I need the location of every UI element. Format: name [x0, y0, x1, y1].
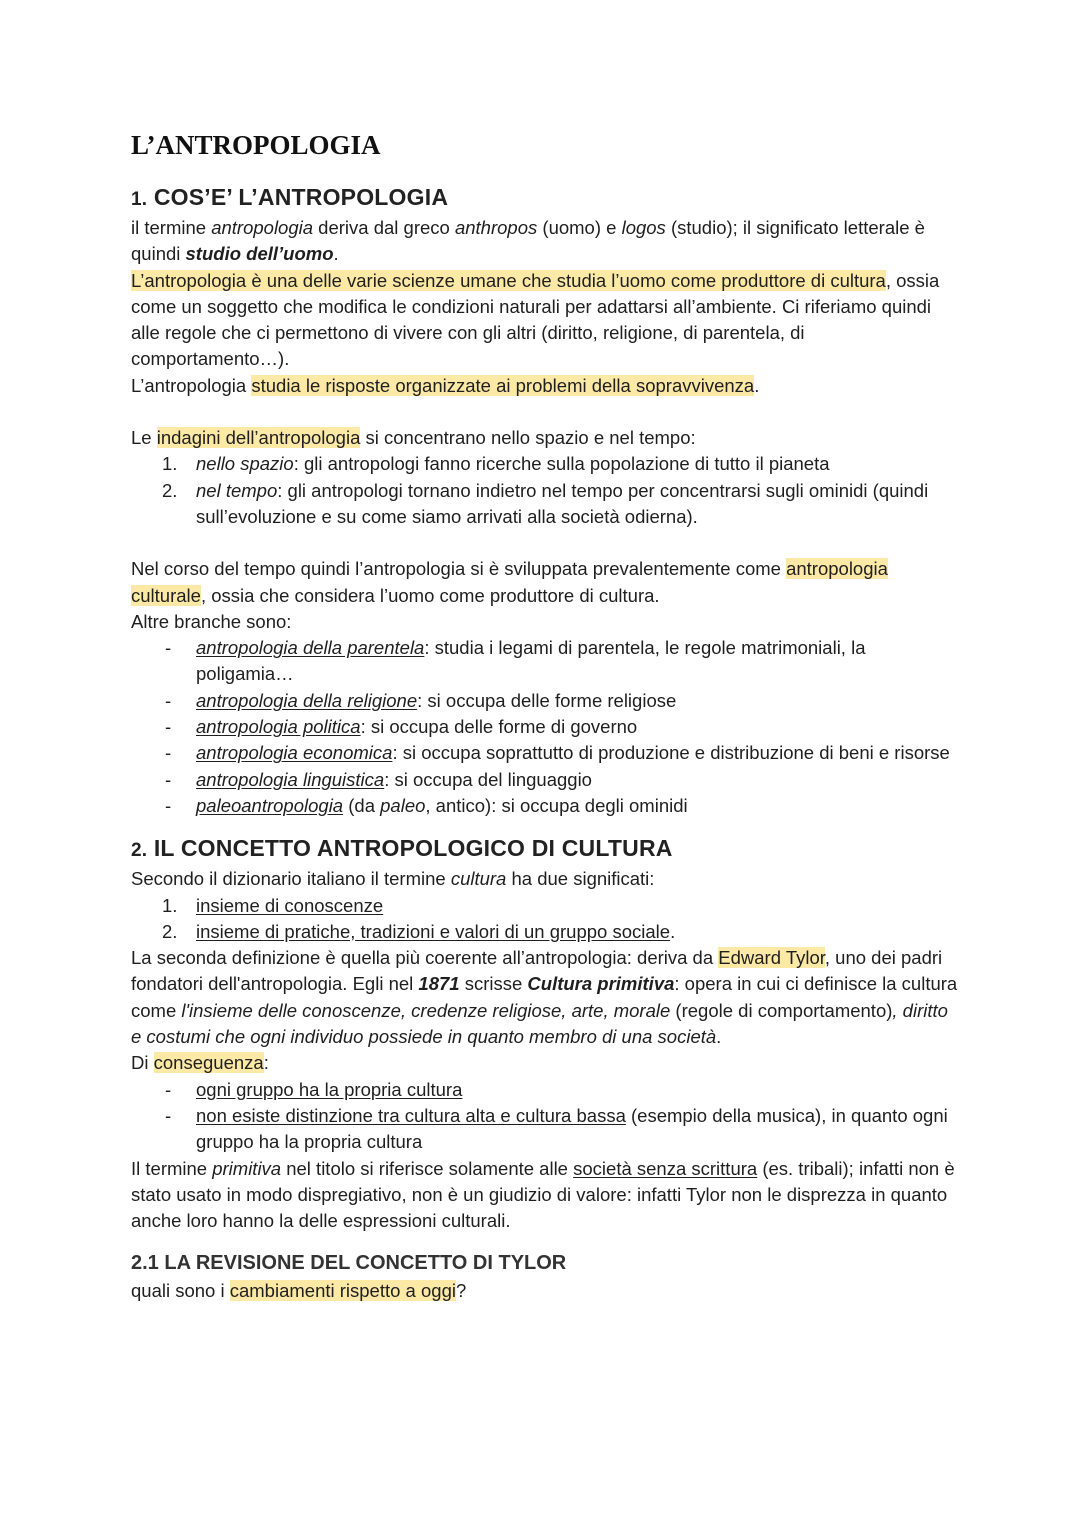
- s2-paragraph-3: Di conseguenza:: [131, 1052, 269, 1074]
- list-item: - antropologia politica: si occupa delle forme di governo: [165, 716, 638, 738]
- s1-paragraph-2: L’antropologia è una delle varie scienze umane che studia l’uomo come produttore di cultura, ossia come un soggetto che modifica le condizioni naturali per adattarsi all’ambiente. Ci riferiamo quindi alle regole che ci permettono di vivere con gli altri (diritto, religione, di parentela, di comportamento…).: [131, 269, 940, 370]
- document-title: L’ANTROPOLOGIA: [131, 130, 381, 160]
- highlight: indagini dell’antropologia: [156, 427, 361, 449]
- branches-list: [131, 635, 961, 819]
- s2-paragraph-4: Il termine primitiva nel titolo si riferisce solamente alle società senza scrittura (es. tribali); infatti non è stato usato in modo dispregiativo, non è un giudizio di valore: infatti Tylor non le disprezza in quanto anche loro hanno la delle espressioni culturali.: [131, 1157, 955, 1232]
- highlight: cambiamenti rispetto a oggi: [229, 1280, 456, 1302]
- list-item: - ogni gruppo ha la propria cultura: [165, 1078, 463, 1100]
- section-1-heading: [131, 182, 961, 215]
- section-1-number: 1.: [131, 189, 148, 210]
- meanings-list: [131, 893, 961, 946]
- list-item: - paleoantropologia (da paleo, antico): si occupa degli ominidi: [165, 794, 688, 816]
- section-1-title: COS’E’ L’ANTROPOLOGIA: [153, 184, 449, 210]
- s2-paragraph-1: Secondo il dizionario italiano il termine cultura ha due significati:: [131, 868, 655, 890]
- s21-paragraph-1: quali sono i cambiamenti rispetto a oggi?: [131, 1280, 467, 1302]
- section-2-number: 2.: [131, 840, 148, 862]
- section-2-1-heading: 2.1 LA REVISIONE DEL CONCETTO DI TYLOR: [131, 1252, 567, 1275]
- section-2-heading: [131, 833, 961, 866]
- s1-paragraph-5: Nel corso del tempo quindi l’antropologia si è sviluppata prevalentemente come antropologia culturale, ossia che considera l’uomo come produttore di cultura.: [131, 558, 888, 606]
- highlight: conseguenza: [153, 1052, 264, 1074]
- list-item: - non esiste distinzione tra cultura alta e cultura bassa (esempio della musica), in quanto ogni gruppo ha la propria cultura: [165, 1104, 948, 1153]
- consequences-list: [131, 1077, 961, 1156]
- s1-paragraph-3: L’antropologia studia le risposte organizzate ai problemi della sopravvivenza.: [131, 374, 760, 396]
- list-item: 2. nel tempo: gli antropologi tornano indietro nel tempo per concentrarsi sugli ominidi (quindi sull’evoluzione e su come siamo arrivati alla società odierna).: [162, 479, 929, 527]
- list-item: 1. nello spazio: gli antropologi fanno ricerche sulla popolazione di tutto il pianeta: [162, 453, 830, 475]
- s1-paragraph-4: Le indagini dell’antropologia si concentrano nello spazio e nel tempo:: [131, 427, 696, 449]
- highlight: antropologia culturale: [131, 558, 888, 606]
- highlight: studia le risposte organizzate ai problemi della sopravvivenza: [251, 374, 755, 396]
- list-item: - antropologia economica: si occupa soprattutto di produzione e distribuzione di beni e risorse: [165, 742, 950, 764]
- list-item: - antropologia della religione: si occupa delle forme religiose: [165, 689, 677, 711]
- s1-paragraph-6: Altre branche sono:: [131, 610, 292, 632]
- document-content: [131, 126, 961, 1305]
- highlight: Edward Tylor: [718, 947, 825, 969]
- space-time-list: [131, 451, 961, 530]
- highlight: L’antropologia è una delle varie scienze umane che studia l’uomo come produttore di cultura: [131, 269, 886, 291]
- list-item: 1. insieme di conoscenze: [162, 894, 384, 916]
- s1-paragraph-1: il termine antropologia deriva dal greco anthropos (uomo) e logos (studio); il significato letterale è quindi studio dell’uomo.: [131, 217, 925, 265]
- list-item: - antropologia linguistica: si occupa del linguaggio: [165, 768, 592, 790]
- list-item: - antropologia della parentela: studia i legami di parentela, le regole matrimoniali, la poligamia…: [165, 637, 866, 685]
- list-item: 2. insieme di pratiche, tradizioni e valori di un gruppo sociale.: [162, 920, 676, 942]
- s2-paragraph-2: La seconda definizione è quella più coerente all’antropologia: deriva da Edward Tylor, uno dei padri fondatori dell'antropologia. Egli nel 1871 scrisse Cultura primitiva: opera in cui ci definisce la cultura come l'insieme delle conoscenze, credenze religiose, arte, morale (regole di comportamento), diritto e costumi che ogni individuo possiede in quanto membro di una società.: [131, 947, 958, 1048]
- section-2-title: IL CONCETTO ANTROPOLOGICO DI CULTURA: [153, 835, 673, 862]
